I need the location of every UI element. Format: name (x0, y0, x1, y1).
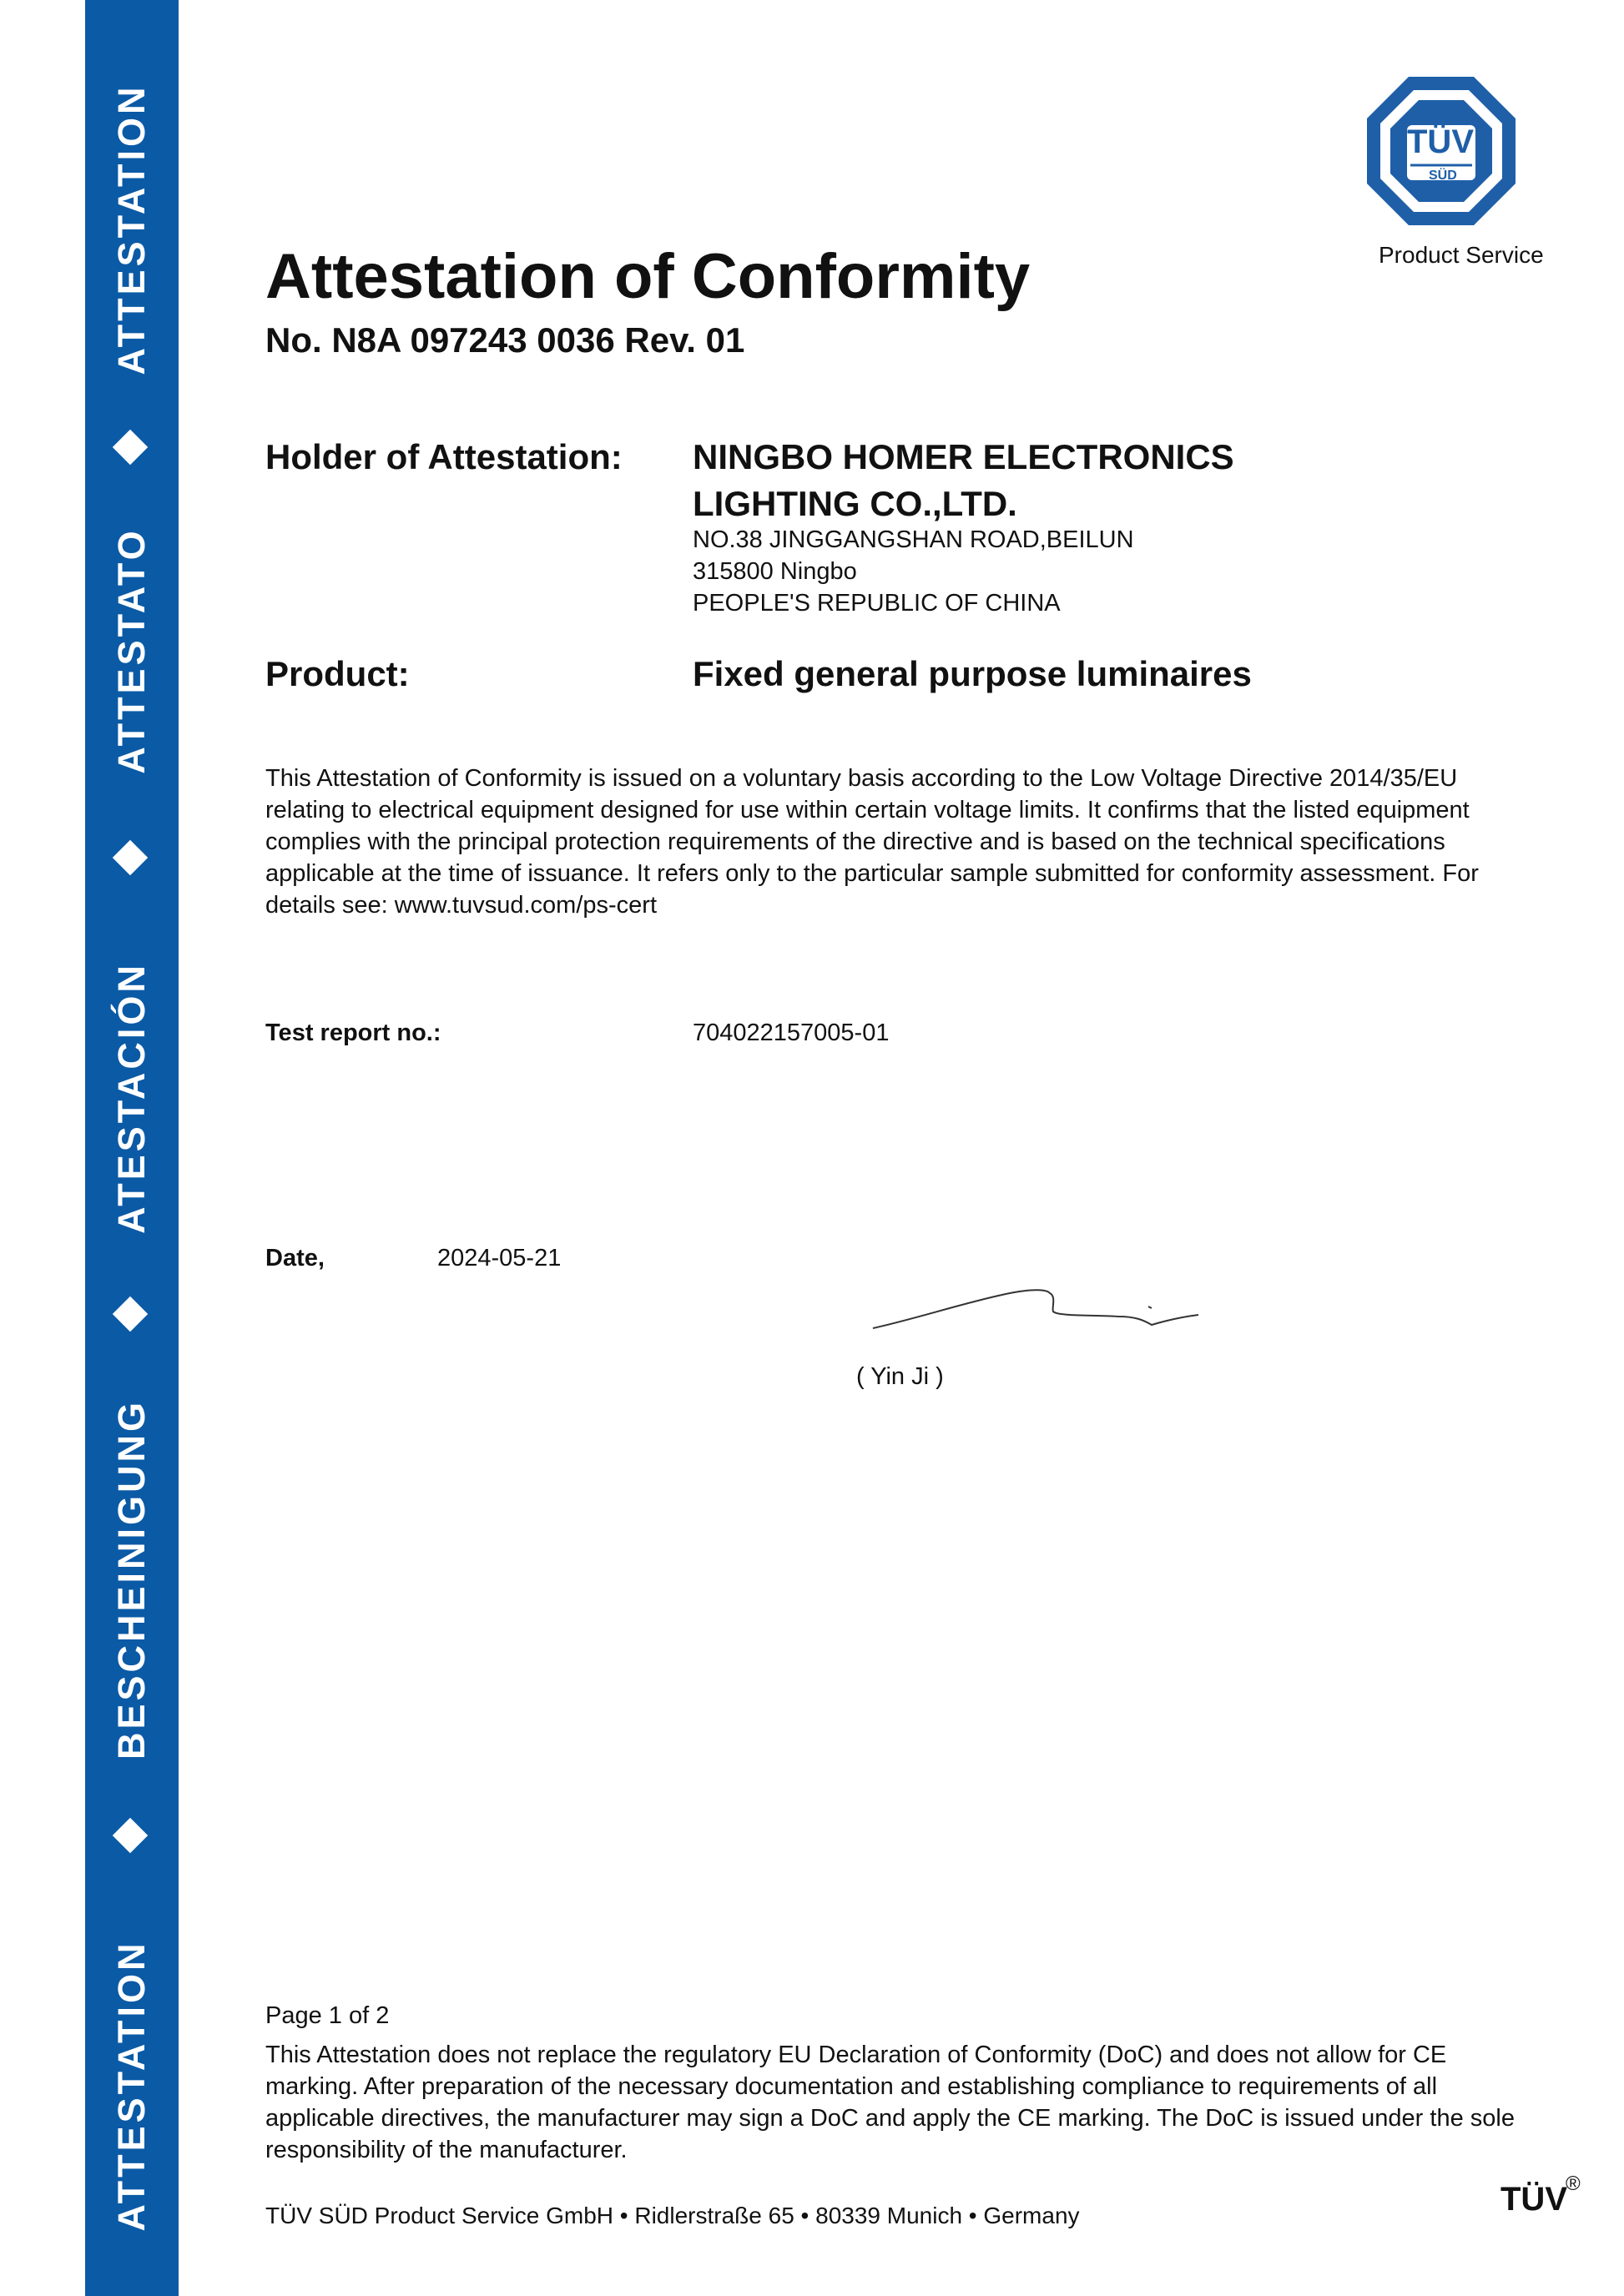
test-report-value: 704022157005-01 (693, 1020, 890, 1046)
page-number: Page 1 of 2 (265, 2002, 390, 2029)
sidebar-word-attestato: ATTESTATO (110, 527, 153, 774)
logo-sud-text: SÜD (1429, 169, 1457, 183)
date-label: Date, (265, 1245, 325, 1271)
registered-mark: ® (1566, 2173, 1581, 2195)
holder-address-line1: NO.38 JINGGANGSHAN ROAD,BEILUN (693, 526, 1134, 553)
product-label: Product: (265, 654, 410, 693)
holder-address-line2: 315800 Ningbo (693, 558, 857, 585)
holder-label: Holder of Attestation: (265, 437, 623, 476)
sidebar-word-attestation: ATTESTATION (110, 83, 153, 375)
holder-name-line2: LIGHTING CO.,LTD. (693, 484, 1017, 523)
product-value: Fixed general purpose luminaires (693, 654, 1252, 693)
signature-image (868, 1268, 1202, 1343)
sidebar-word-bescheinigung: BESCHEINIGUNG (110, 1398, 153, 1760)
footer-tuv-mark: TÜV (1500, 2181, 1567, 2218)
attestation-body-text: This Attestation of Conformity is issued on a voluntary basis according to the Low Voltage Directive 2014/35/EU relating to electrical equipment designed for use within certain voltage limits. It confirms that the listed equipment complies with the principal protection requirements of the directive and is based on the technical specifications applicable at the time of issuance. It refers only to the particular sample submitted for conformity assessment. For details see: www.tuvsud.com/ps-cert (265, 765, 1479, 919)
holder-address-line3: PEOPLE'S REPUBLIC OF CHINA (693, 590, 1061, 617)
sidebar-word-atestacion: ATESTACIÓN (110, 962, 153, 1234)
signatory-name: ( Yin Ji ) (856, 1363, 944, 1390)
test-report-label: Test report no.: (265, 1020, 441, 1046)
product-service-label: Product Service (1379, 242, 1544, 268)
footer-disclaimer: This Attestation does not replace the regulatory EU Declaration of Conformity (DoC) and does not allow for CE marking. After preparation of the necessary documentation and establishing compliance to requirements of all applicable directives, the manufacturer may sign a DoC and apply the CE marking. The DoC is issued under the sole responsibility of the manufacturer. (265, 2042, 1515, 2163)
page-title: Attestation of Conformity (265, 241, 1031, 312)
document-number: No. N8A 097243 0036 Rev. 01 (265, 320, 745, 360)
holder-name-line1: NINGBO HOMER ELECTRONICS (693, 437, 1234, 476)
date-value: 2024-05-21 (437, 1245, 562, 1271)
sidebar-word-attestation-bottom: ATTESTATION (110, 1940, 153, 2232)
logo-tuv-text: TÜV (1407, 123, 1474, 160)
footer-address: TÜV SÜD Product Service GmbH • Ridlerstraße 65 • 80339 Munich • Germany (265, 2203, 1080, 2228)
